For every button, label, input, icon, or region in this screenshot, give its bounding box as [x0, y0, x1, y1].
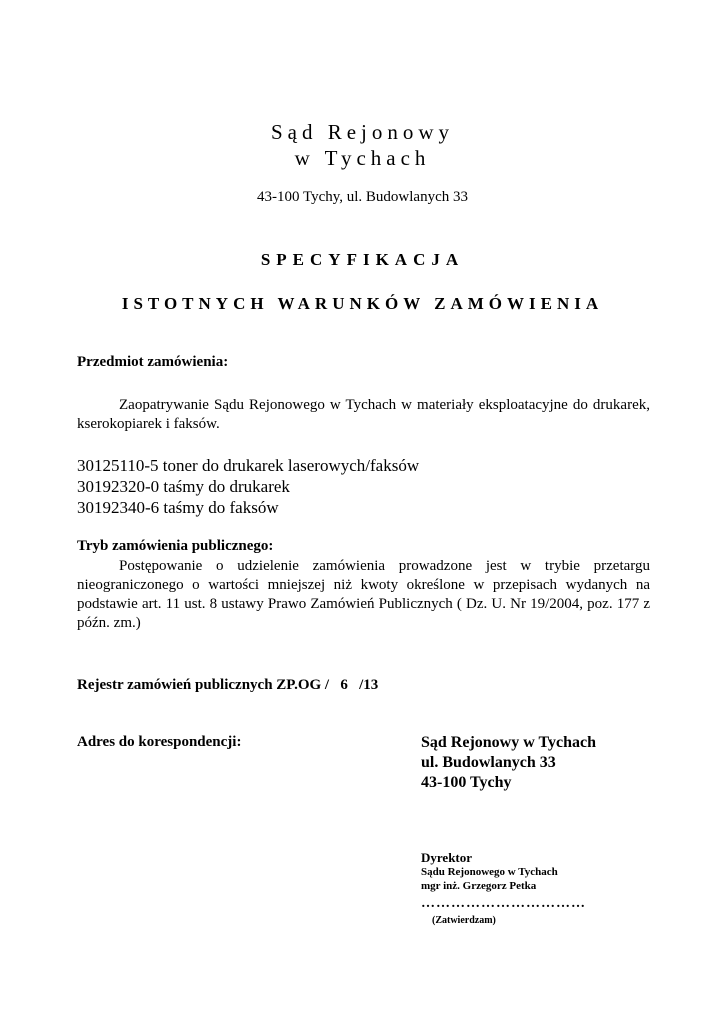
correspondence-line3: 43-100 Tychy [421, 774, 512, 791]
cpv-code-item: 30192340-6 taśmy do faksów [77, 498, 279, 517]
signature-name: mgr inż. Grzegorz Petka [421, 880, 537, 892]
document-subtitle: ISTOTNYCH WARUNKÓW ZAMÓWIENIA [121, 294, 604, 313]
subject-text: Zaopatrywanie Sądu Rejonowego w Tychach w materiały eksploatacyjne do drukarek, kserokopiarek i faksów. [77, 397, 650, 432]
court-city: w Tychach [294, 146, 431, 170]
court-address: 43-100 Tychy, ul. Budowlanych 33 [256, 189, 468, 205]
cpv-code-list [77, 455, 419, 518]
court-name: Sąd Rejonowy [270, 120, 455, 144]
correspondence-label: Adres do korespondencji: [77, 734, 242, 750]
correspondence-line1: Sąd Rejonowy w Tychach [421, 734, 596, 751]
signature-title: Dyrektor [421, 850, 473, 865]
correspondence-line2: ul. Budowlanych 33 [421, 754, 556, 771]
procedure-heading: Tryb zamówienia publicznego: [77, 538, 274, 554]
signature-line: …………………………… [421, 896, 586, 911]
subject-heading: Przedmiot zamówienia: [77, 354, 229, 370]
approval-note: (Zatwierdzam) [432, 915, 496, 926]
cpv-code-item: 30125110-5 toner do drukarek laserowych/faksów [77, 456, 420, 475]
register-number: Rejestr zamówień publicznych ZP.OG / 6 /13 [77, 677, 379, 693]
signature-org: Sądu Rejonowego w Tychach [421, 866, 558, 878]
procedure-text: Postępowanie o udzielenie zamówienia prowadzone jest w trybie przetargu nieograniczonego o wartości mniejszej niż kwoty określone w przepisach wydanych na podstawie art. 11 ust. 8 ustawy Prawo Zamówień Publicznych ( Dz. U. Nr 19/2004, poz. 177 z późn. zm.) [77, 558, 650, 631]
document-title: SPECYFIKACJA [260, 250, 465, 269]
cpv-code-item: 30192320-0 taśmy do drukarek [77, 477, 290, 496]
